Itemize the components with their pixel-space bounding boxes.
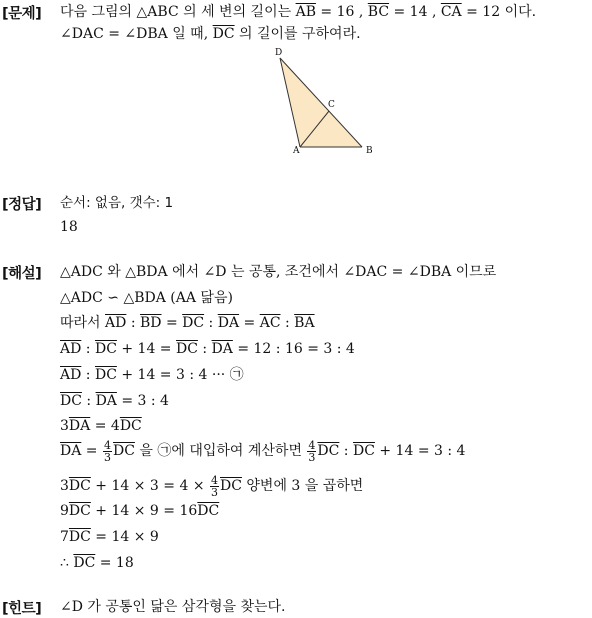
- solution-line-2: △ADC ∽ △BDA (AA 닮음): [60, 290, 233, 306]
- solution-line-1: △ADC 와 △BDA 에서 ∠D 는 공통, 조건에서 ∠DAC = ∠DBA 이므로: [60, 264, 497, 280]
- solution-line-6: $\overline{DC}$ : $\overline{DA} = 3$ : 4: [60, 393, 169, 409]
- solution-line-12: ∴ $\overline{DC} = 18$: [60, 555, 134, 571]
- fraction: $\frac{4}{3}$: [103, 438, 111, 464]
- solution-line-4: $\overline{AD}$ : $\overline{DC} + 14 = \overline{DC}$ : $\overline{DA} = 12$ : 16 = 3 : 4: [60, 341, 355, 357]
- triangle-figure: [270, 44, 380, 156]
- label-b: B: [366, 146, 373, 156]
- problem-line-2: ∠DAC = ∠DBA 일 때, $\overline{DC}$ 의 길이를 구하여라.: [60, 26, 361, 42]
- hint-tag: [힌트]: [2, 601, 42, 617]
- solution-line-8: $\overline{DA}$ = $\frac{4}{3}$ $\overline{DC}$ 을 ㉠에 대입하여 계산하면 $\frac{4}{3}$ $\overline{DC}$ : $\overline{DC} + 14 = 3$ : 4: [60, 438, 466, 464]
- solution-line-9: $3\overline{DC} + 14 \times 3 = 4$ × $\frac{4}{3}$ $\overline{DC}$ 양변에 3 을 곱하면: [60, 473, 364, 499]
- label-d: D: [275, 48, 283, 58]
- solution-line-5: $\overline{AD}$ : $\overline{DC} + 14 = 3$ : 4 ··· ㉠: [60, 367, 244, 383]
- answer-tag: [정답]: [2, 197, 42, 213]
- hint-text: ∠D 가 공통인 닮은 삼각형을 찾는다.: [60, 599, 286, 615]
- fraction: $\frac{4}{3}$: [308, 438, 316, 464]
- solution-line-10: $9\overline{DC} + 14 \times 9 = 16\overline{DC}$: [60, 503, 220, 519]
- answer-meta: 순서: 없음, 갯수: 1: [60, 195, 174, 211]
- label-a: A: [293, 146, 300, 156]
- problem-line-1: 다음 그림의 △ABC 의 세 변의 길이는 $\overline{AB} = 16$ , $\overline{BC} = 14$ , $\overline{CA} = 12$ 이다.: [60, 4, 537, 20]
- solution-line-11: $7\overline{DC} = 14 \times 9$: [60, 529, 159, 545]
- solution-line-7: $3\overline{DA} = 4\overline{DC}$: [60, 418, 142, 434]
- label-c: C: [328, 100, 335, 110]
- solution-tag: [해설]: [2, 266, 42, 282]
- problem-tag: [문제]: [2, 6, 42, 22]
- solution-line-3: 따라서 $\overline{AD}$ : $\overline{BD} = \overline{DC}$ : $\overline{DA} = \overline{AC}$ : $\overline{BA}$: [60, 315, 315, 331]
- fraction: $\frac{4}{3}$: [211, 473, 219, 499]
- answer-value: 18: [60, 219, 78, 235]
